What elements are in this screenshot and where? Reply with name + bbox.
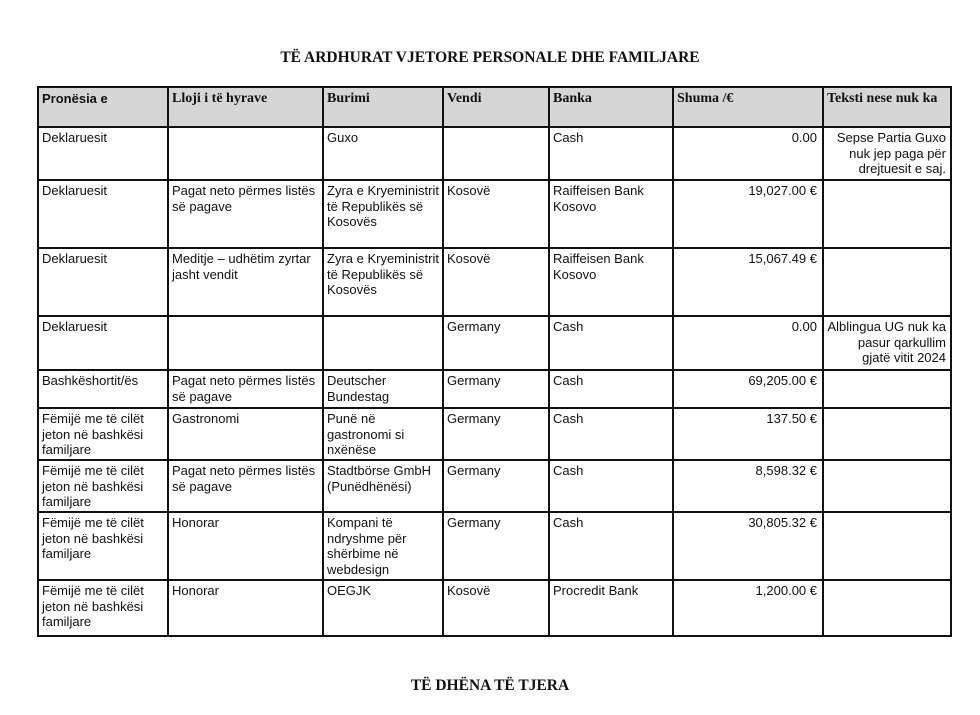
cell-source: Kompani të ndryshme për shërbime në webdesign xyxy=(323,512,443,580)
cell-amount: 0.00 xyxy=(673,127,823,180)
cell-source: Punë në gastronomi si nxënëse xyxy=(323,408,443,460)
cell-income-type: Gastronomi xyxy=(168,408,323,460)
cell-source: Deutscher Bundestag xyxy=(323,370,443,408)
cell-bank: Raiffeisen Bank Kosovo xyxy=(549,180,673,248)
page-title: TË ARDHURAT VJETORE PERSONALE DHE FAMILJARE xyxy=(280,49,700,66)
table-row xyxy=(38,512,951,580)
cell-owner: Fëmijë me të cilët jeton në bashkësi familjare xyxy=(38,580,168,636)
header-country: Vendi xyxy=(443,87,549,127)
cell-amount: 30,805.32 € xyxy=(673,512,823,580)
cell-amount: 8,598.32 € xyxy=(673,460,823,512)
cell-country: Kosovë xyxy=(443,248,549,316)
cell-amount: 15,067.49 € xyxy=(673,248,823,316)
cell-bank: Procredit Bank xyxy=(549,580,673,636)
table-row xyxy=(38,580,951,636)
cell-source: Zyra e Kryeministrit të Republikës së Kosovës xyxy=(323,180,443,248)
header-income-type: Lloji i të hyrave xyxy=(168,87,323,127)
cell-bank: Cash xyxy=(549,408,673,460)
cell-income-type: Pagat neto përmes listës së pagave xyxy=(168,180,323,248)
cell-income-type: Meditje – udhëtim zyrtar jasht vendit xyxy=(168,248,323,316)
cell-owner: Deklaruesit xyxy=(38,316,168,370)
table-row xyxy=(38,408,951,460)
cell-country: Germany xyxy=(443,460,549,512)
table-row xyxy=(38,316,951,370)
cell-source xyxy=(323,316,443,370)
cell-bank: Cash xyxy=(549,370,673,408)
section-title: TË DHËNA TË TJERA xyxy=(410,677,570,694)
table-row xyxy=(38,460,951,512)
cell-income-type xyxy=(168,127,323,180)
cell-income-type: Honorar xyxy=(168,580,323,636)
cell-country: Germany xyxy=(443,316,549,370)
header-bank: Banka xyxy=(549,87,673,127)
cell-owner: Deklaruesit xyxy=(38,180,168,248)
cell-note xyxy=(823,460,951,512)
cell-note xyxy=(823,180,951,248)
cell-amount: 1,200.00 € xyxy=(673,580,823,636)
table-row xyxy=(38,370,951,408)
cell-note: Sepse Partia Guxo nuk jep paga për drejtuesit e saj. xyxy=(823,127,951,180)
income-table xyxy=(37,86,952,637)
header-amount: Shuma /€ xyxy=(673,87,823,127)
cell-income-type: Honorar xyxy=(168,512,323,580)
cell-bank: Raiffeisen Bank Kosovo xyxy=(549,248,673,316)
cell-bank: Cash xyxy=(549,316,673,370)
cell-owner: Bashkëshortit/ës xyxy=(38,370,168,408)
cell-owner: Fëmijë me të cilët jeton në bashkësi familjare xyxy=(38,460,168,512)
header-note: Teksti nese nuk ka xyxy=(823,87,951,127)
cell-amount: 19,027.00 € xyxy=(673,180,823,248)
cell-bank: Cash xyxy=(549,512,673,580)
table-row xyxy=(38,180,951,248)
cell-owner: Deklaruesit xyxy=(38,127,168,180)
cell-note xyxy=(823,370,951,408)
cell-country: Germany xyxy=(443,512,549,580)
cell-source: Guxo xyxy=(323,127,443,180)
cell-country: Germany xyxy=(443,370,549,408)
cell-bank: Cash xyxy=(549,460,673,512)
table-row xyxy=(38,248,951,316)
cell-amount: 137.50 € xyxy=(673,408,823,460)
cell-income-type: Pagat neto përmes listës së pagave xyxy=(168,370,323,408)
cell-note xyxy=(823,248,951,316)
cell-income-type: Pagat neto përmes listës së pagave xyxy=(168,460,323,512)
cell-note xyxy=(823,408,951,460)
table-row xyxy=(38,127,951,180)
cell-bank: Cash xyxy=(549,127,673,180)
cell-amount: 0.00 xyxy=(673,316,823,370)
cell-source: OEGJK xyxy=(323,580,443,636)
cell-owner: Deklaruesit xyxy=(38,248,168,316)
cell-country xyxy=(443,127,549,180)
cell-owner: Fëmijë me të cilët jeton në bashkësi familjare xyxy=(38,408,168,460)
cell-source: Stadtbörse GmbH (Punëdhënësi) xyxy=(323,460,443,512)
cell-note xyxy=(823,512,951,580)
cell-note: Alblingua UG nuk ka pasur qarkullim gjatë vitit 2024 xyxy=(823,316,951,370)
cell-country: Kosovë xyxy=(443,180,549,248)
header-source: Burimi xyxy=(323,87,443,127)
cell-country: Kosovë xyxy=(443,580,549,636)
cell-source: Zyra e Kryeministrit të Republikës së Kosovës xyxy=(323,248,443,316)
cell-note xyxy=(823,580,951,636)
cell-owner: Fëmijë me të cilët jeton në bashkësi familjare xyxy=(38,512,168,580)
cell-income-type xyxy=(168,316,323,370)
header-owner: Pronësia e xyxy=(38,87,168,127)
cell-amount: 69,205.00 € xyxy=(673,370,823,408)
table-header-row xyxy=(38,87,951,127)
cell-country: Germany xyxy=(443,408,549,460)
